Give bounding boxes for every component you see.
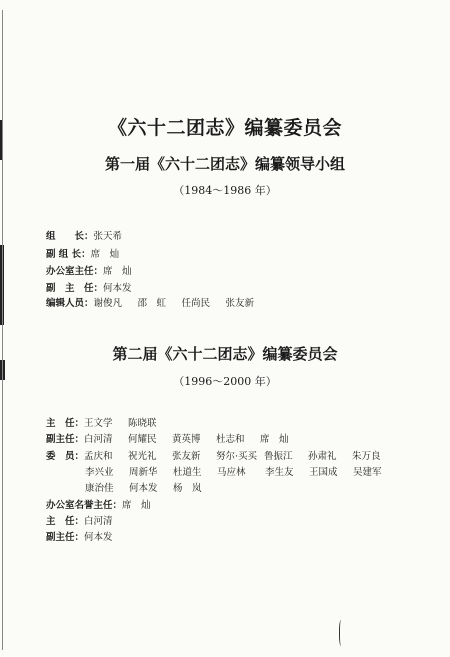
role-label: 副 组 长：	[46, 249, 91, 260]
second-row-members-2	[85, 467, 397, 479]
role-label: 组 长：	[46, 231, 94, 242]
member-name: 康治佳	[85, 483, 114, 494]
scan-edge-mark	[2, 10, 3, 650]
member-name: 王文学	[84, 418, 113, 429]
page-title: 《六十二团志》编纂委员会	[107, 117, 342, 139]
role-label: 主 任：	[46, 418, 85, 429]
member-name: 白河清	[84, 516, 113, 527]
second-row-honorary-office-director	[46, 500, 151, 512]
member-name: 祝光礼	[128, 451, 157, 462]
member-name: 席 灿	[260, 434, 289, 445]
first-committee-years: （1984～1986 年）	[173, 184, 277, 197]
role-label: 编辑人员：	[46, 298, 94, 309]
member-name: 李生友	[265, 467, 294, 478]
member-name: 吴建军	[353, 467, 382, 478]
member-name: 席 灿	[90, 249, 120, 260]
role-label: 办公室主任：	[46, 266, 104, 277]
member-name: 马应林	[217, 467, 246, 478]
second-row-director	[46, 418, 172, 430]
member-name: 何本发	[103, 283, 132, 294]
first-row-office-director	[46, 266, 132, 278]
member-name: 何本发	[129, 483, 158, 494]
first-row-deputy-director	[46, 283, 132, 295]
second-committee-years: （1996～2000 年）	[173, 375, 277, 388]
pen-stroke-mark	[339, 620, 344, 646]
member-name: 杜道生	[173, 467, 202, 478]
role-label: 委 员：	[46, 451, 85, 462]
second-committee-heading: 第二届《六十二团志》编纂委员会	[112, 345, 338, 363]
member-name: 周新华	[129, 467, 158, 478]
member-name: 王国成	[309, 467, 338, 478]
member-name: 何本发	[84, 532, 113, 543]
second-row-members-3	[85, 483, 217, 495]
role-label: 副主任：	[46, 532, 85, 543]
member-name: 邵 虹	[137, 298, 167, 309]
member-name: 谢俊凡	[93, 298, 123, 309]
second-row-office-director	[46, 516, 113, 528]
member-name: 李兴业	[85, 467, 114, 478]
first-committee-heading: 第一届《六十二团志》编纂领导小组	[104, 155, 345, 173]
member-name: 陈晓联	[128, 418, 157, 429]
second-row-members-1	[46, 451, 396, 463]
role-label: 办公室名誉主任：	[46, 500, 123, 511]
member-name: 鲁振江	[264, 451, 293, 462]
member-name: 朱万良	[352, 451, 381, 462]
member-name: 孙肃礼	[308, 451, 337, 462]
member-name: 张友新	[172, 451, 201, 462]
second-row-office-deputy-director	[46, 532, 113, 544]
member-name: 努尔·买买	[216, 451, 258, 462]
role-label: 副 主 任：	[46, 283, 104, 294]
first-row-deputy-leader	[46, 249, 119, 261]
first-row-leader	[46, 231, 122, 243]
member-name: 杨 岚	[173, 483, 202, 494]
role-label: 主 任：	[46, 516, 85, 527]
second-row-deputy-directors	[46, 434, 304, 446]
member-name: 任尚民	[181, 298, 211, 309]
member-name: 席 灿	[122, 500, 151, 511]
member-name: 黄英博	[172, 434, 201, 445]
role-label: 副主任：	[46, 434, 85, 445]
member-name: 孟庆和	[84, 451, 113, 462]
member-name: 张天希	[93, 231, 123, 242]
member-name: 何耀民	[128, 434, 157, 445]
first-row-editors	[46, 298, 270, 310]
member-name: 张友新	[225, 298, 255, 309]
member-name: 白河清	[84, 434, 113, 445]
member-name: 席 灿	[103, 266, 132, 277]
member-name: 杜志和	[216, 434, 245, 445]
